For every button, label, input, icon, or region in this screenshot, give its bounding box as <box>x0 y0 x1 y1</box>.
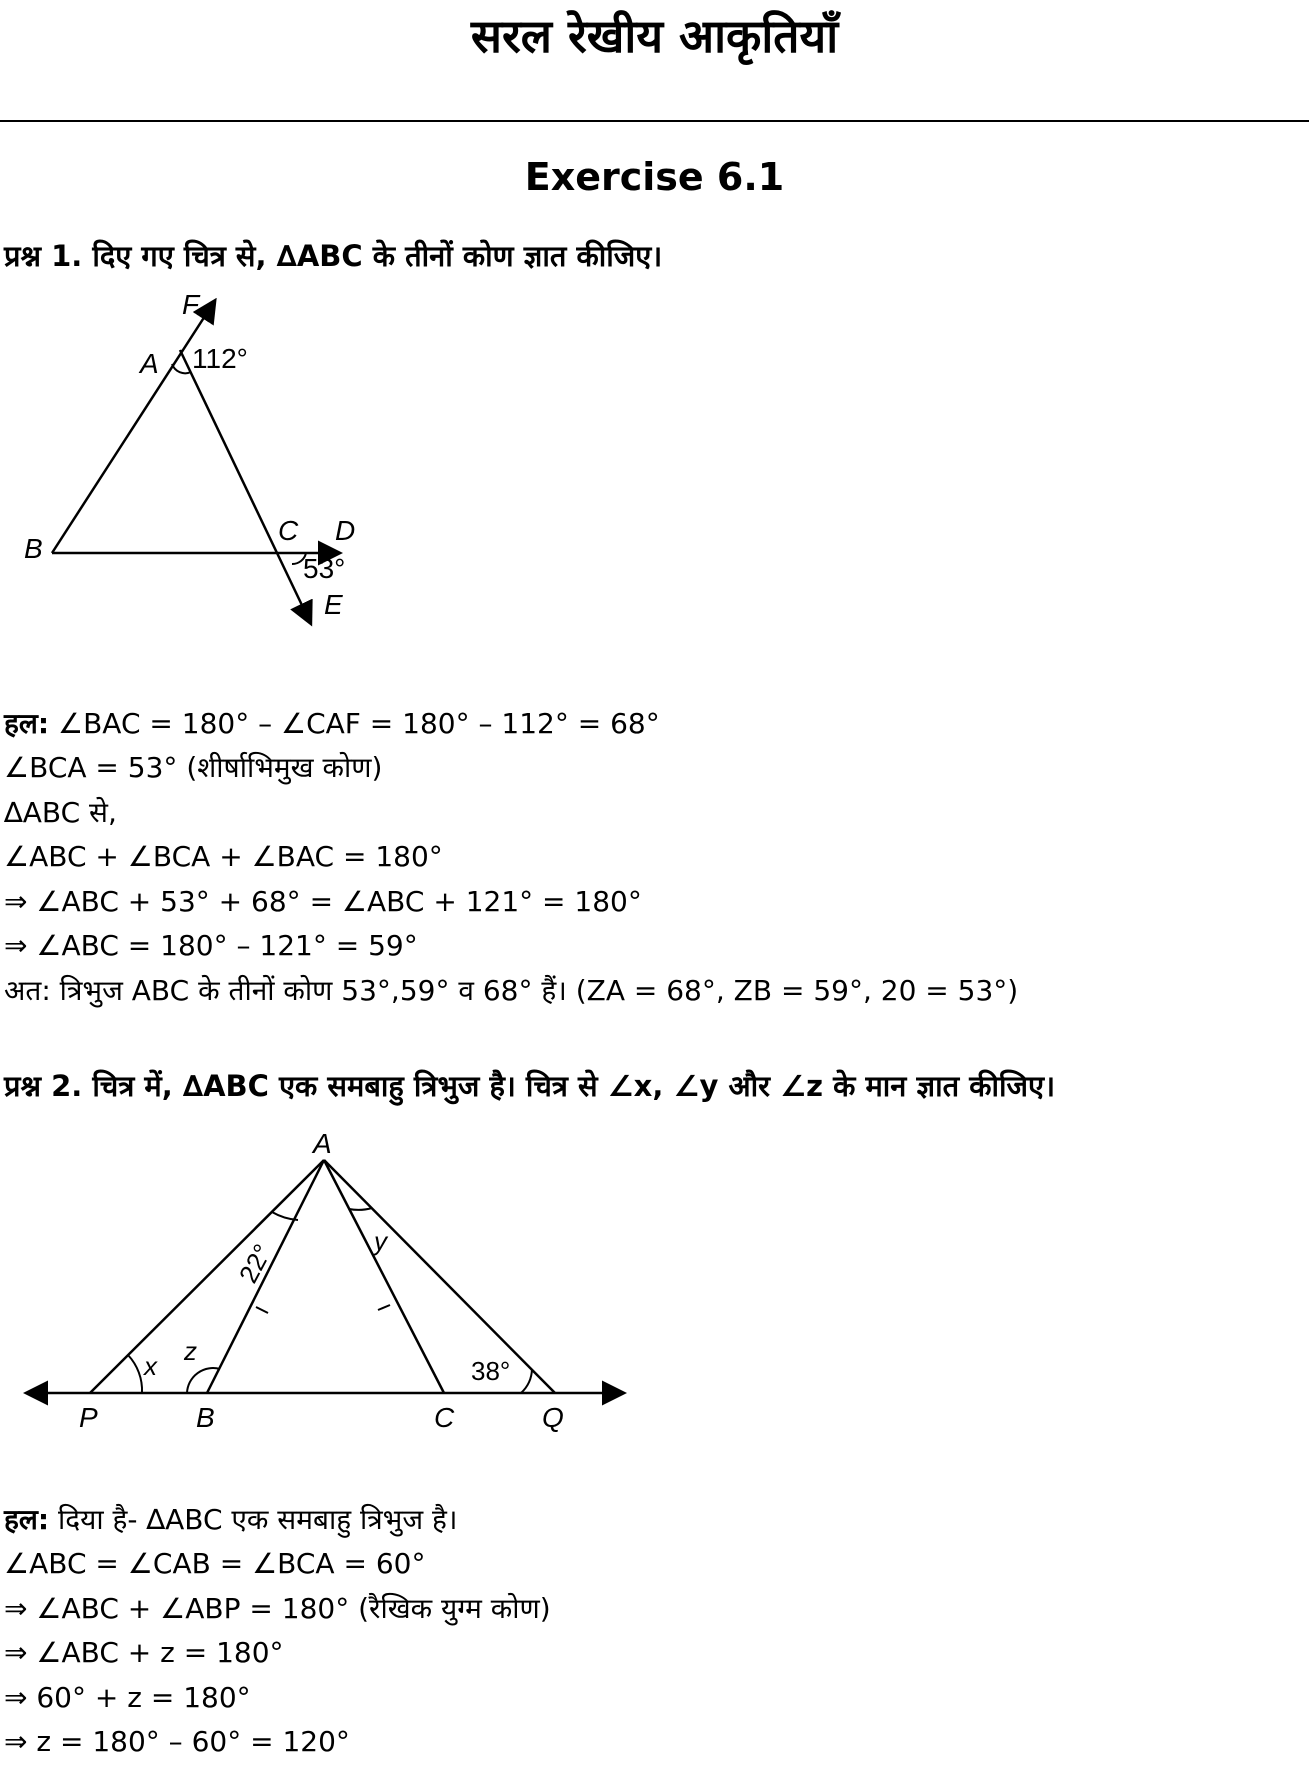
angle-arc-x <box>128 1355 142 1393</box>
title-divider <box>0 120 1309 122</box>
angle-arc-y <box>349 1208 372 1210</box>
q1-solution-line-3: ∆ABC से, <box>4 795 117 829</box>
q1-solution-line-7: अत: त्रिभुज ABC के तीनों कोण 53°,59° व 68° हैं। (ZA = 68°, ZB = 59°, 20 = 53°) <box>4 973 1019 1007</box>
q1-solution-line-5: ⇒ ∠ABC + 53° + 68° = ∠ABC + 121° = 180° <box>4 884 642 918</box>
line-AP <box>90 1160 324 1393</box>
label-C: C <box>434 1402 455 1433</box>
q2-solution-line-1: ∠ABC = ∠CAB = ∠BCA = 60° <box>4 1547 426 1580</box>
chapter-title: सरल रेखीय आकृतियाँ <box>470 9 839 63</box>
q1-solution-first-line <box>4 702 1304 747</box>
label-F: F <box>182 289 200 320</box>
q2-solution-line-4: ⇒ 60° + z = 180° <box>4 1680 251 1714</box>
q1-solution-line-1: ∠BAC = 180° – ∠CAF = 180° – 112° = 68° <box>57 707 660 740</box>
label-Q: Q <box>542 1402 564 1433</box>
q2-solution <box>4 1542 1304 1765</box>
line-AC <box>324 1160 444 1393</box>
label-x: x <box>144 1351 157 1381</box>
question-2: प्रश्न 2. चित्र में, ∆ABC एक समबाहु त्रिभुज है। चित्र से ∠x, ∠y और ∠z के मान ज्ञात कीजिए। <box>4 1069 1056 1103</box>
label-y: y <box>374 1226 387 1256</box>
exercise-title: Exercise 6.1 <box>524 155 785 199</box>
label-angle-112: 112° <box>192 343 248 374</box>
angle-arc-38 <box>521 1369 532 1393</box>
line-AB <box>207 1160 324 1393</box>
label-A: A <box>313 1128 332 1159</box>
q1-solution-line-4: ∠ABC + ∠BCA + ∠BAC = 180° <box>4 840 443 873</box>
label-angle-38: 38° <box>471 1356 511 1386</box>
q2-solution-line-5: ⇒ z = 180° – 60° = 120° <box>4 1725 350 1758</box>
tick-AB <box>256 1307 268 1313</box>
label-E: E <box>324 589 343 620</box>
line-BA-extended <box>52 302 214 553</box>
label-angle-53: 53° <box>303 553 346 584</box>
angle-arc-22 <box>272 1212 298 1220</box>
label-A: A <box>140 348 159 379</box>
label-angle-22: 22° <box>232 1239 278 1288</box>
q1-solution-label: हल: <box>4 707 50 740</box>
q2-solution-line-3: ⇒ ∠ABC + z = 180° <box>4 1636 284 1669</box>
figure-q2-triangle <box>24 1125 634 1435</box>
label-C: C <box>278 515 299 546</box>
label-D: D <box>335 515 356 546</box>
q1-solution <box>4 746 1304 1013</box>
q2-solution-first-line <box>4 1498 1304 1543</box>
q1-solution-line-2: ∠BCA = 53° (शीर्षाभिमुख कोण) <box>4 751 383 784</box>
tick-AC <box>378 1305 390 1310</box>
line-AE <box>180 350 310 622</box>
line-AQ <box>324 1160 555 1393</box>
q2-solution-line-2: ⇒ ∠ABC + ∠ABP = 180° (रैखिक युग्म कोण) <box>4 1591 551 1625</box>
q1-solution-line-6: ⇒ ∠ABC = 180° – 121° = 59° <box>4 929 418 962</box>
question-1: प्रश्न 1. दिए गए चित्र से, ∆ABC के तीनों कोण ज्ञात कीजिए। <box>4 239 663 273</box>
angle-arc-z <box>187 1368 220 1393</box>
label-B: B <box>24 533 43 564</box>
label-z: z <box>184 1336 197 1366</box>
label-B: B <box>196 1402 215 1433</box>
label-P: P <box>79 1402 98 1433</box>
q2-solution-given: दिया है- ∆ABC एक समबाहु त्रिभुज है। <box>57 1503 458 1536</box>
q2-solution-label: हल: <box>4 1503 50 1536</box>
figure-q1-triangle <box>20 290 370 630</box>
